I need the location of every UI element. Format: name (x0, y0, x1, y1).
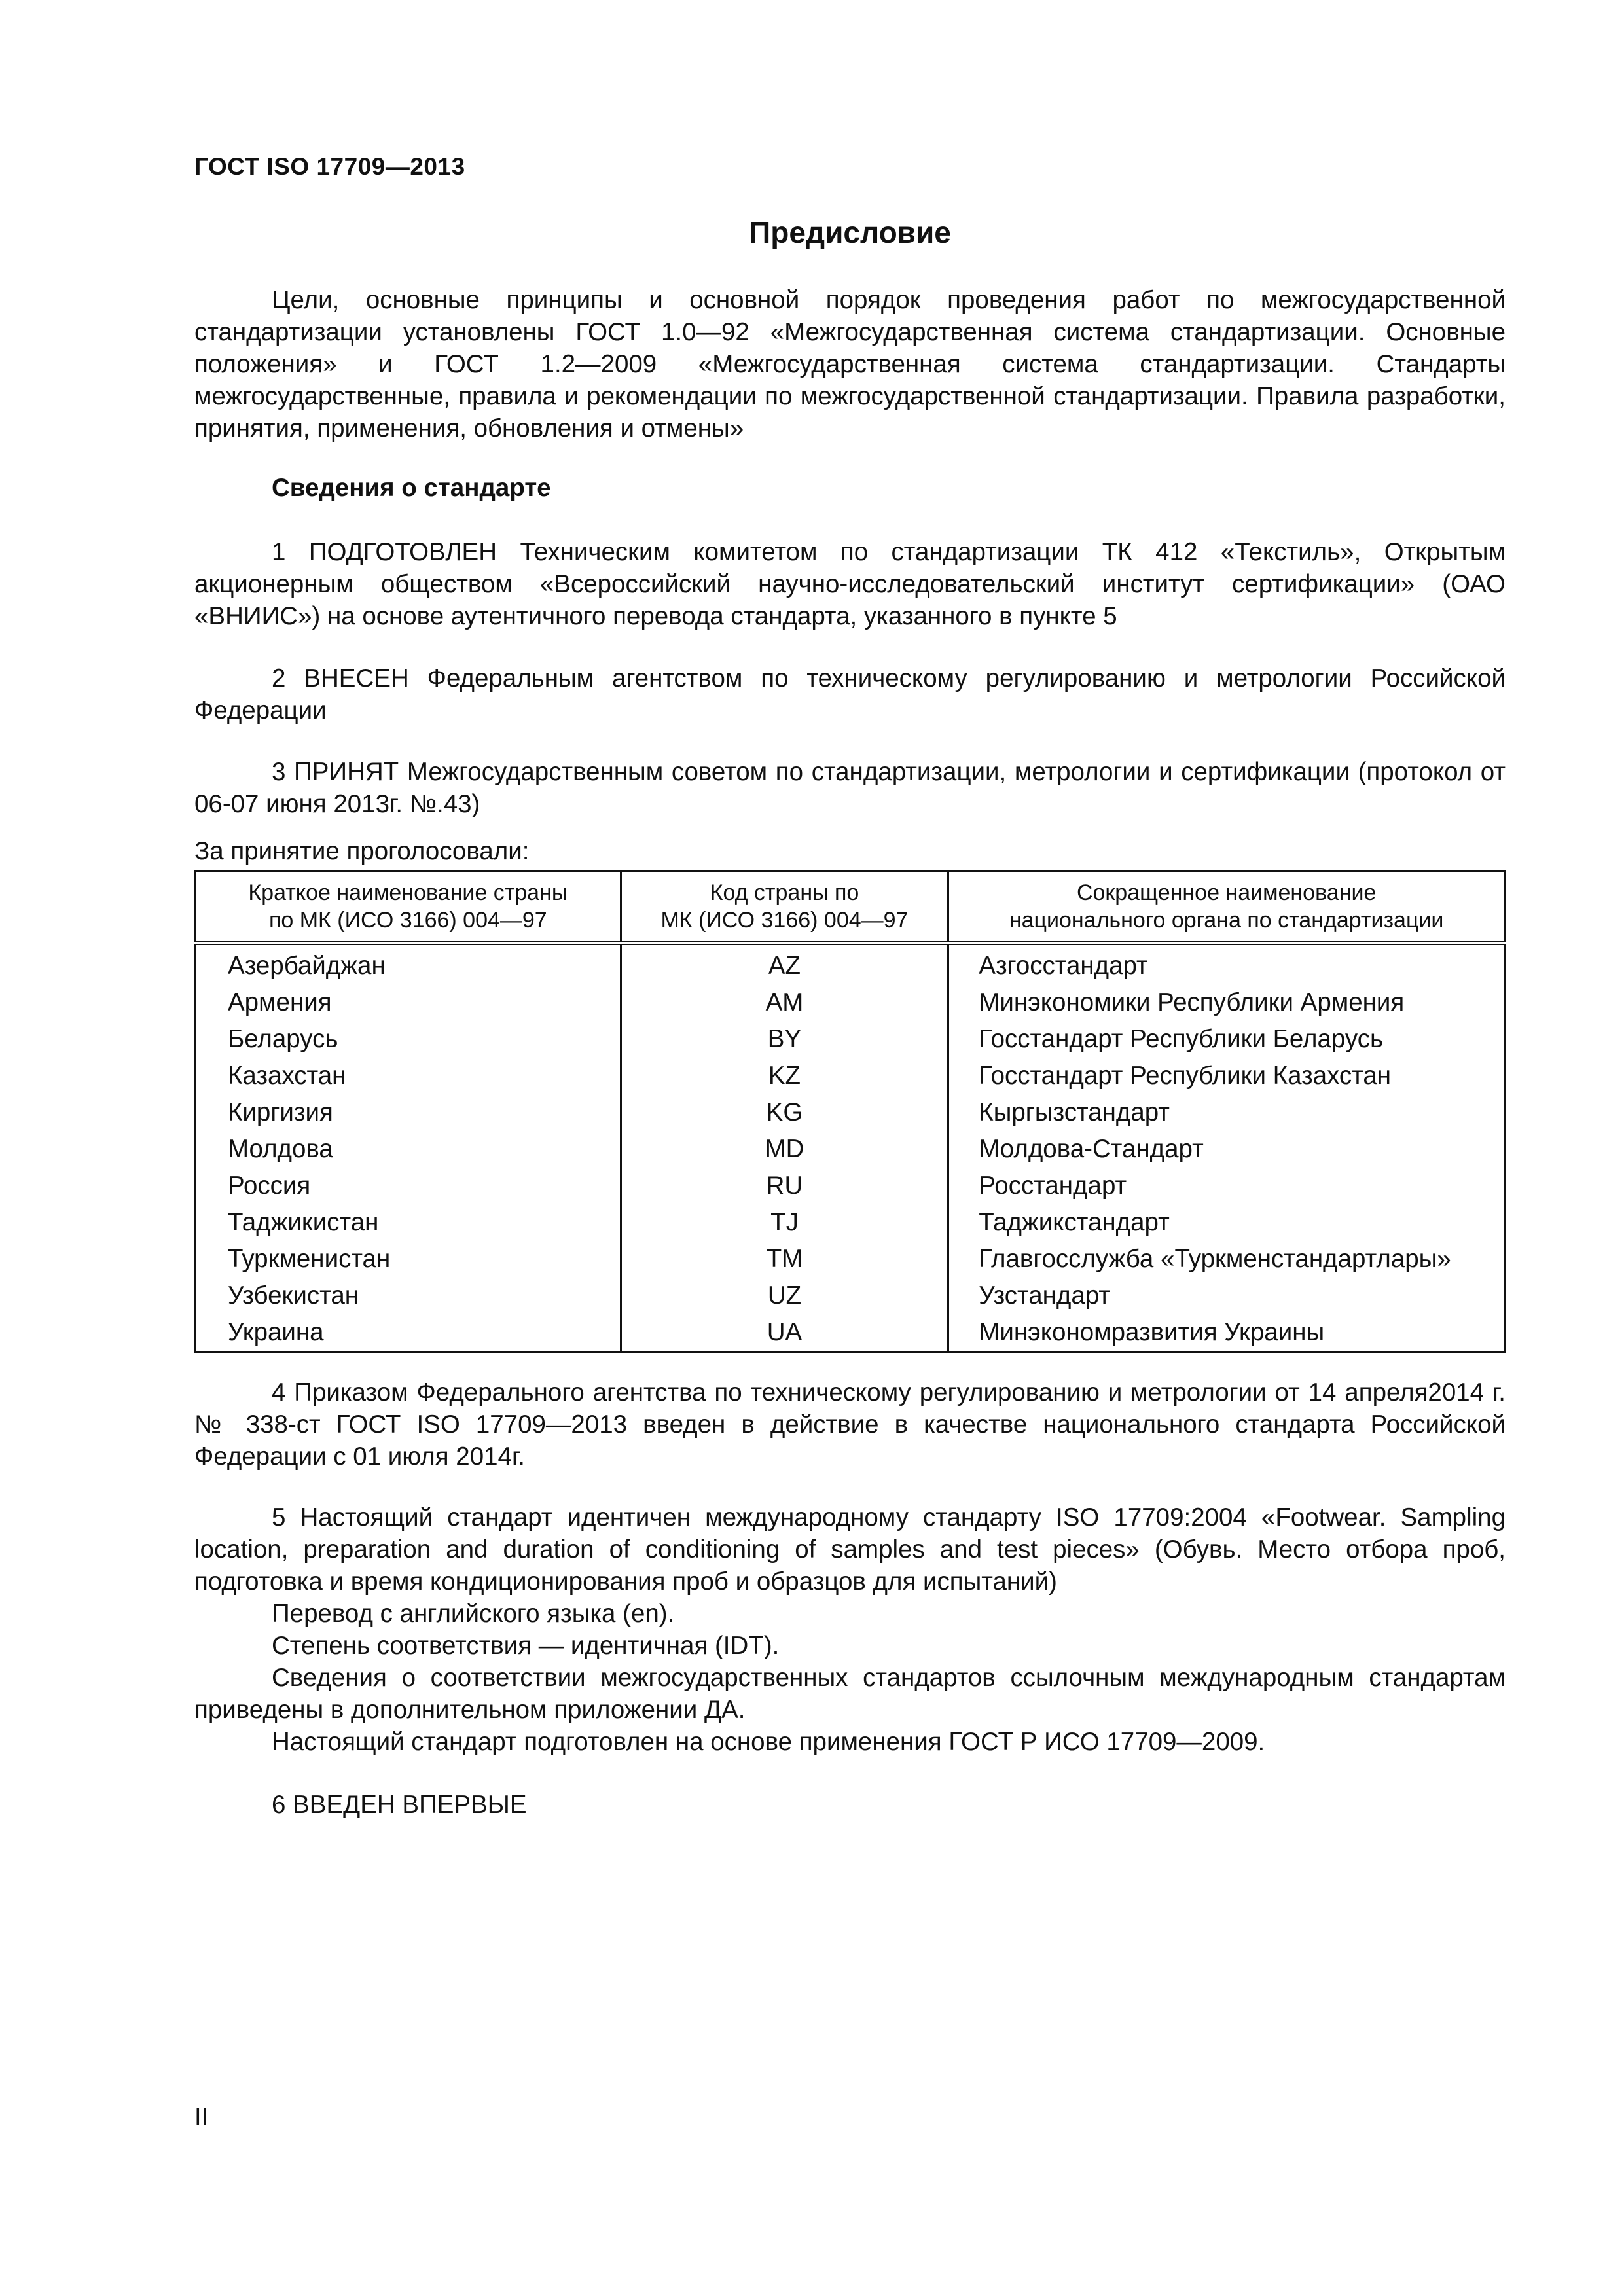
national-body-cell: Азгосстандарт (948, 943, 1505, 985)
country-code-cell: AM (621, 984, 948, 1021)
national-body-cell: Кыргызстандарт (948, 1094, 1505, 1131)
country-code-cell: UA (621, 1314, 948, 1352)
national-body-cell: Молдова-Стандарт (948, 1131, 1505, 1168)
national-body-cell: Росстандарт (948, 1168, 1505, 1204)
country-name-cell: Беларусь (196, 1021, 621, 1058)
national-body-cell: Главгосслужба «Туркменстандартлары» (948, 1241, 1505, 1278)
table-row (196, 1204, 1505, 1241)
country-code-cell: KG (621, 1094, 948, 1131)
table-row (196, 1058, 1505, 1094)
table-row (196, 1278, 1505, 1314)
country-name-cell: Узбекистан (196, 1278, 621, 1314)
country-name-cell: Россия (196, 1168, 621, 1204)
country-name-cell: Азербайджан (196, 943, 621, 985)
item-1-paragraph: 1 ПОДГОТОВЛЕН Техническим комитетом по стандартизации ТК 412 «Текстиль», Открытым акционерным обществом «Всероссийский научно-исследовательский институт сертификации» (ОАО «ВНИИС») на основе аутентичного перевода стандарта, указанного в пункте 5 (194, 538, 1506, 630)
national-body-cell: Узстандарт (948, 1278, 1505, 1314)
voted-label: За принятие проголосовали: (194, 837, 530, 865)
table-header-row (196, 872, 1505, 943)
item-5-translation: Перевод с английского языка (en). (272, 1600, 675, 1628)
country-code-cell: KZ (621, 1058, 948, 1094)
member-countries-table (194, 870, 1506, 1353)
national-body-cell: Минэкономики Республики Армения (948, 984, 1505, 1021)
table-row (196, 943, 1505, 985)
country-name-cell: Армения (196, 984, 621, 1021)
country-code-cell: BY (621, 1021, 948, 1058)
header-country-name: Краткое наименование страны по МК (ИСО 3166) 004—97 (196, 872, 621, 943)
table-row (196, 1021, 1505, 1058)
national-body-cell: Минэкономразвития Украины (948, 1314, 1505, 1352)
document-page (194, 0, 1506, 2296)
table-row (196, 1131, 1505, 1168)
country-name-cell: Туркменистан (196, 1241, 621, 1278)
country-name-cell: Киргизия (196, 1094, 621, 1131)
table-row (196, 1168, 1505, 1204)
item-4-paragraph: 4 Приказом Федерального агентства по техническому регулированию и метрологии от 14 апреля2014 г. № 338-ст ГОСТ ISO 17709—2013 введен в действие в качестве национального стандарта Российской Федерации с 01 июля 2014г. (194, 1378, 1506, 1471)
country-code-cell: MD (621, 1131, 948, 1168)
national-body-cell: Госстандарт Республики Казахстан (948, 1058, 1505, 1094)
national-body-cell: Госстандарт Республики Беларусь (948, 1021, 1505, 1058)
country-code-cell: UZ (621, 1278, 948, 1314)
info-heading: Сведения о стандарте (272, 474, 551, 502)
table-row (196, 1314, 1505, 1352)
country-code-cell: TJ (621, 1204, 948, 1241)
item-5-info: Сведения о соответствии межгосударственных стандартов ссылочным международным стандартам приведены в дополнительном приложении ДА. (194, 1664, 1506, 1724)
page-title: Предисловие (749, 215, 951, 249)
item-5-basis: Настоящий стандарт подготовлен на основе применения ГОСТ Р ИСО 17709—2009. (272, 1728, 1265, 1756)
table-row (196, 1241, 1505, 1278)
item-5-degree: Степень соответствия — идентичная (IDT). (272, 1632, 780, 1660)
intro-paragraph: Цели, основные принципы и основной порядок проведения работ по межгосударственной стандартизации установлены ГОСТ 1.0—92 «Межгосударственная система стандартизации. Основные положения» и ГОСТ 1.2—2009 «Межгосударственная система стандартизации. Стандарты межгосударственные, правила и рекомендации по межгосударственной стандартизации. Правила разработки, принятия, применения, обновления и отмены» (194, 286, 1506, 442)
table-row (196, 984, 1505, 1021)
national-body-cell: Таджикстандарт (948, 1204, 1505, 1241)
country-name-cell: Таджикистан (196, 1204, 621, 1241)
item-3-paragraph: 3 ПРИНЯТ Межгосударственным советом по стандартизации, метрологии и сертификации (протокол от 06-07 июня 2013г. №.43) (194, 758, 1506, 818)
page-number: II (194, 2104, 209, 2131)
country-name-cell: Украина (196, 1314, 621, 1352)
item-5-paragraph: 5 Настоящий стандарт идентичен международному стандарту ISO 17709:2004 «Footwear. Sampling location, preparation and duration of conditioning of samples and test pieces» (Обувь. Место отбора проб, подготовка и время кондиционирования проб и образцов для испытаний) (194, 1503, 1506, 1596)
country-name-cell: Казахстан (196, 1058, 621, 1094)
header-national-body: Сокращенное наименование национального органа по стандартизации (948, 872, 1505, 943)
country-name-cell: Молдова (196, 1131, 621, 1168)
country-code-cell: AZ (621, 943, 948, 985)
standard-code-header: ГОСТ ISO 17709—2013 (194, 153, 465, 180)
table-row (196, 1094, 1505, 1131)
header-country-code: Код страны по МК (ИСО 3166) 004—97 (621, 872, 948, 943)
item-6-paragraph: 6 ВВЕДЕН ВПЕРВЫЕ (272, 1791, 527, 1819)
country-code-cell: TM (621, 1241, 948, 1278)
item-2-paragraph: 2 ВНЕСЕН Федеральным агентством по техническому регулированию и метрологии Российской Федерации (194, 664, 1506, 725)
country-code-cell: RU (621, 1168, 948, 1204)
